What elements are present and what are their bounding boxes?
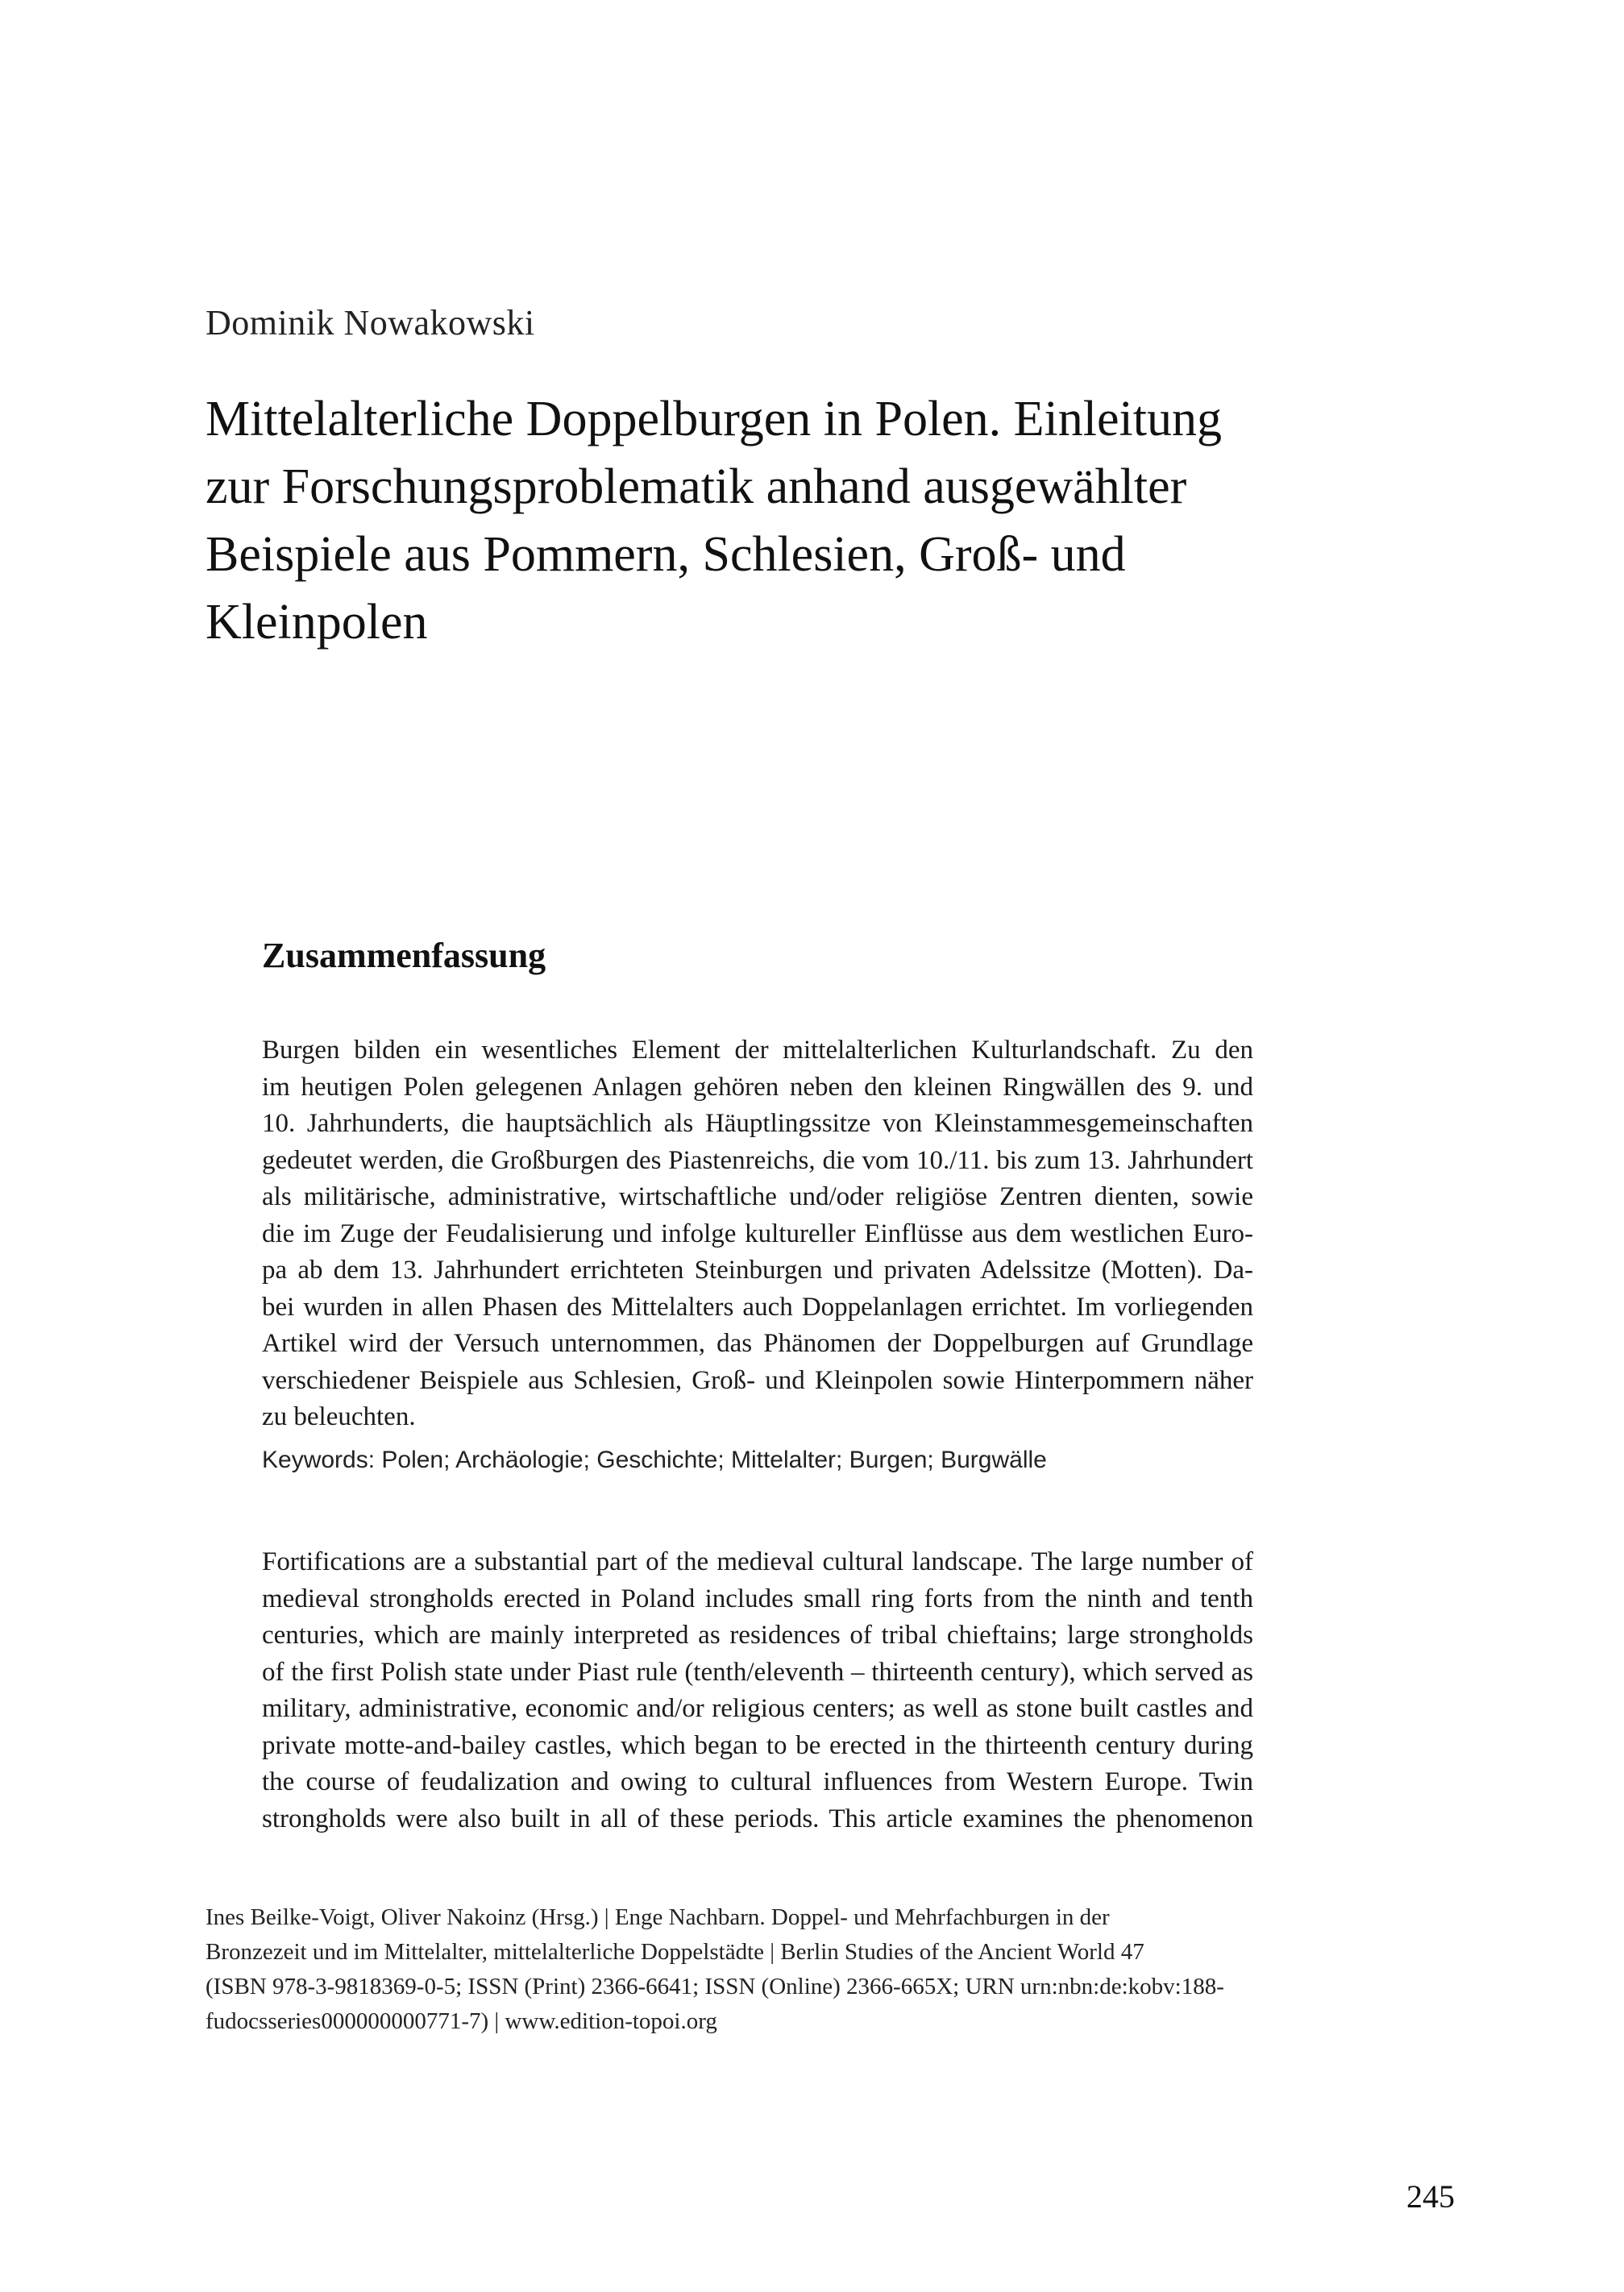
abstract-de-line: Burgen bilden ein wesentliches Element der mittelalterlichen Kulturlandschaft. Zu den [262, 1036, 1253, 1065]
abstract-de-line: 10. Jahrhunderts, die hauptsächlich als Häuptlingssitze von Kleinstammesgemeinschaften [262, 1109, 1253, 1138]
abstract-german [262, 1032, 1253, 1436]
abstract-en-line: of the first Polish state under Piast rule (tenth/eleventh – thirteenth century), which served as [262, 1657, 1253, 1687]
footer-line: fudocsseries000000000771-7) | www.edition-topoi.org [206, 2008, 717, 2034]
abstract-de-line: gedeutet werden, die Großburgen des Piastenreichs, die vom 10./11. bis zum 13. Jahrhundert [262, 1145, 1253, 1175]
abstract-de-line: als militärische, administrative, wirtschaftliche und/oder religiöse Zentren dienten, sowie [262, 1182, 1253, 1211]
footer-line: (ISBN 978-3-9818369-0-5; ISSN (Print) 2366-6641; ISSN (Online) 2366-665X; URN urn:nbn:de:kobv:188- [206, 1974, 1224, 1999]
abstract-heading: Zusammenfassung [262, 936, 546, 975]
article-title [206, 385, 1334, 656]
title-line: Kleinpolen [206, 595, 428, 650]
abstract-en-line: private motte-and-bailey castles, which began to be erected in the thirteenth century during [262, 1730, 1253, 1760]
keywords: Keywords: Polen; Archäologie; Geschichte; Mittelalter; Burgen; Burgwälle [262, 1447, 1047, 1473]
abstract-de-line: die im Zuge der Feudalisierung und infolge kultureller Einflüsse aus dem westlichen Euro- [262, 1219, 1253, 1248]
abstract-de-line: im heutigen Polen gelegenen Anlagen gehören neben den kleinen Ringwällen des 9. und [262, 1072, 1253, 1102]
abstract-de-line: zu beleuchten. [262, 1402, 416, 1431]
page-number: 245 [1406, 2178, 1455, 2215]
abstract-en-line: medieval strongholds erected in Poland includes small ring forts from the ninth and tenth [262, 1584, 1253, 1613]
abstract-en-line: the course of feudalization and owing to cultural influences from Western Europe. Twin [262, 1767, 1253, 1796]
abstract-de-line: bei wurden in allen Phasen des Mittelalters auch Doppelanlagen errichtet. Im vorliegenden [262, 1292, 1253, 1322]
publication-footer [206, 1900, 1261, 2039]
abstract-de-line: Artikel wird der Versuch unternommen, das Phänomen der Doppelburgen auf Grundlage [262, 1329, 1253, 1358]
title-line: zur Forschungsproblematik anhand ausgewählter [206, 459, 1187, 514]
abstract-en-line: Fortifications are a substantial part of the medieval cultural landscape. The large number of [262, 1547, 1253, 1576]
abstract-en-line: strongholds were also built in all of these periods. This article examines the phenomenon [262, 1804, 1253, 1833]
abstract-en-line: centuries, which are mainly interpreted as residences of tribal chieftains; large strongholds [262, 1621, 1253, 1650]
footer-line: Bronzezeit und im Mittelalter, mittelalterliche Doppelstädte | Berlin Studies of the Ancient World 47 [206, 1939, 1144, 1965]
footer-line: Ines Beilke-Voigt, Oliver Nakoinz (Hrsg.) | Enge Nachbarn. Doppel- und Mehrfachburgen in der [206, 1904, 1110, 1930]
title-line: Beispiele aus Pommern, Schlesien, Groß- und [206, 527, 1126, 582]
abstract-de-line: pa ab dem 13. Jahrhundert errichteten Steinburgen und privaten Adelssitze (Motten). Da- [262, 1256, 1253, 1285]
abstract-de-line: verschiedener Beispiele aus Schlesien, Groß- und Kleinpolen sowie Hinterpommern näher [262, 1365, 1253, 1395]
abstract-english [262, 1544, 1253, 1837]
author-name: Dominik Nowakowski [206, 303, 535, 343]
abstract-en-line: military, administrative, economic and/or religious centers; as well as stone built castles and [262, 1694, 1253, 1723]
title-line: Mittelalterliche Doppelburgen in Polen. Einleitung [206, 392, 1222, 446]
